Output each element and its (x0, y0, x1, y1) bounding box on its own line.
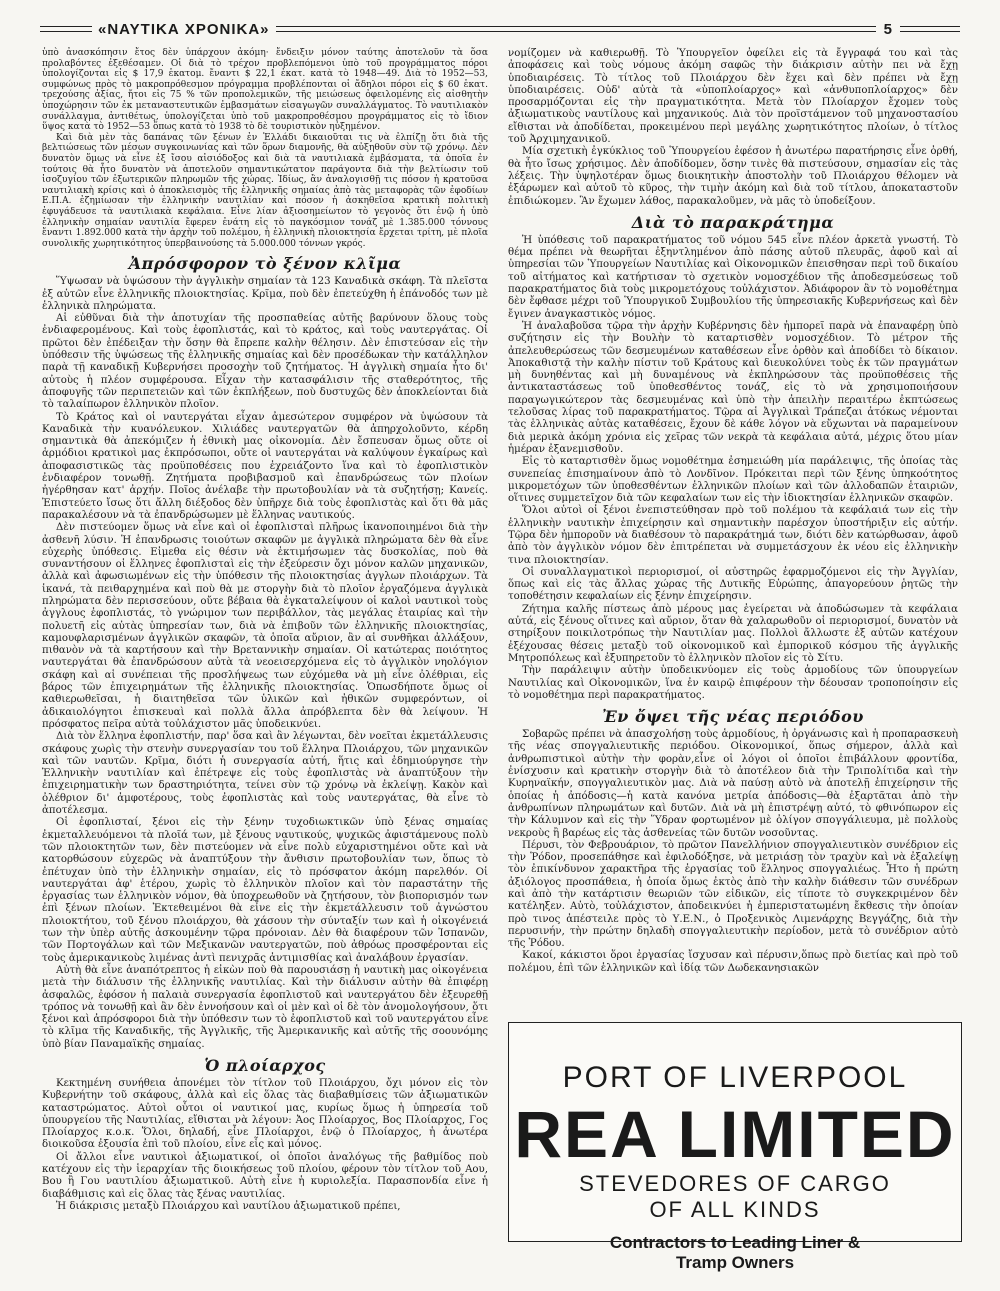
section-heading-captain: Ὁ πλοίαρχος (204, 1055, 326, 1075)
article-paragraph: Δὲν πιστεύομεν ὅμως νὰ εἶνε καὶ οἱ ἐφοπλισταὶ πλῆρως ἱκανοποιημένοι διὰ τὴν ἀσθενῆ λύσιν. Ἡ ἐπανδρωσις τοιούτων σκαφῶν με ἀγγλικὰ πληρώματα δὲν θὰ εἶνε εὐχερὴς ὑπόθεσις. Εἰμεθα εἰς θέσιν νὰ ἐκτιμήσωμεν τὰς δυσκολίας, ποὺ θὰ συναντήσουν οἱ ἕλληνες ἐφοπλισταὶ εἰς τὴν ἐξεύρεσιν ὄχι μόνον καλῶν μηχανικῶν, ἀλλὰ καὶ ἀφωσιωμένων εἰς τὴν ὑπόθεσιν τῆς πλοιοκτησίας ἀγγλων πλοιάρχων. Τὰ ἱκανά, τὰ πειθαρχημένα καὶ ποὺ θὰ με στοργὴν διὰ τὸ πλοῖον ἐργαζόμενα ἀγγλικὰ πληρώματα δὲν περισσεύουν, οὔτε βέβαια θὰ ἐγκαταλείψουν οἱ καλοὶ ναυτικοὶ τοὺς ἀγγλους ἐφοπλιστάς, τὸ γνώριμον των περιβάλλον, τὰς μεγάλας ἑταιρίας καὶ τὴν πολυετῆ εἰς αὐτὰς ὑπηρεσίαν των, διὰ νὰ ἐπιβοῦν τῶν ἑλληνικῆς πλοιοκτησίας, καμουφλαρισμένων ἀγγλικῶν σκαφῶν, τὰ ὁποῖα αὔριον, ἂν αἱ συνθῆκαι ἀλλάξουν, πιθανὸν νὰ τὰ καρτήσουν καὶ τὴν Βρεταννικὴν σημαίαν. Οἱ κατώτερας ποιότητος ναυτεργάται θὰ ἐπανδρώσουν αὐτὰ τὰ νεοεισερχόμενα εἰς τὸ ἀγγλικὸν νηολόγιον σκάφη καὶ αἱ συνέπειαι τῆς προσλήψεως των εὐχόμεθα νὰ μὴ εἶνε ὀλέθριαι, εἰς βάρος τῶν ἐπιχειρημάτων τῆς ἑλληνικῆς πλοιοκτησίας. Ὁπωσδήποτε ὅμως οἱ καθιερωθεῖσαι, ἡ διαιτηθεῖσα τῶν ὑλικῶν καὶ ἠθικῶν συμφερόντων, οἱ ἀδικαιολόγητοι ἐπισκευαὶ καὶ πολλὰ ἄλλα ἀπρόβλεπτα δὲν θὰ λείψουν. Ἡ πρόσφατος πεῖρα αὐτὰ τοὐλάχιστον μᾶς ὑποδεικνύει. (42, 522, 488, 730)
article-paragraph: Κεκτημένη συνήθεια ἀπονέμει τὸν τίτλον τοῦ Πλοιάρχου, ὄχι μόνον εἰς τὸν Κυβερνήτην τοῦ σκάφους, ἀλλὰ καὶ εἰς ὅλας τὰς διαβαθμίσεις τῶν ἀξιωματικῶν καταστρώματος. Αὐτοὶ οὗτοι οἱ ναυτικοί μας, κυρίως ὅμως ἡ ὑπηρεσία τοῦ ὑπουργείου τῆς Ναυτιλίας, εἴθισται νὰ λέγουν: Ἀος Πλοίαρχος, Βος Πλοίαρχος, Γος Πλοίαρχος κ.ο.κ. Ὅλοι, δηλαδή, εἶνε Πλοίαρχοι, ἐνῷ ὁ Πλοίαρχος, ἡ ἀνωτέρα διοικοῦσα ἐξουσία ἐπὶ τοῦ πλοίου, εἶνε εἷς καὶ μόνος. (42, 1077, 488, 1151)
left-column (42, 48, 488, 1213)
section-heading-withholding: Διὰ τὸ παρακράτημα (631, 212, 835, 232)
article-paragraph: Μία σχετικὴ ἐγκύκλιος τοῦ Ὑπουργείου ἐφέσον ἡ ἀνωτέρω παρατήρησις εἶνε ὀρθή, θὰ ἦτο ἴσως χρήσιμος. Δὲν ἀποδίδομεν, ὅσην τινὲς θὰ πιστεύσουν, σημασίαν εἰς τὰς λέξεις. Τὴν ὑψηλοτέραν ὅμως διοικητικὴν ἀποστολὴν τοῦ Πλοιάρχου θέλομεν νὰ ἐξάρωμεν καὶ αὐτοῦ τὸ κῦρος, τὴν τιμὴν ἀκόμη καὶ διὰ τοῦ τίτλου, ἀποκαταστοῦν ἐπιδιώκομεν. Ἂν ἔχωμεν λάθος, παρακαλοῦμεν, νὰ μᾶς τὸ ὑποδείξουν. (508, 146, 958, 207)
article-paragraph: Ἡ ὑπόθεσις τοῦ παρακρατήματος τοῦ νόμου 545 εἶνε πλέον ἀρκετὰ γνωστή. Τὸ θέμα πρέπει νὰ θεωρῆται ἐξηντλημένον ἀπὸ πάσης αὐτοῦ πλευρᾶς, ἀφοῦ καὶ αἱ ὑπηρεσίαι τῶν Ὑπουργείων Ναυτιλίας καὶ Οἰκονομικῶν ἐπεισθησαν περὶ τοῦ δικαίου τοῦ αἰτήματος καὶ κατήρτισαν τὸ σχετικὸν νομοσχέδιον τῆς ἀποδεσμεύσεως τοῦ παρακρατήματος διὰ τοὺς μικρομετόχους τοὐλάχιστον. Ἀδιάφορον ἂν τὸ νομοθέτημα δὲν ἔφθασε μέχρι τοῦ Ὑπουργικοῦ Συμβουλίου τῆς ὑπηρεσιακῆς Κυβερνήσεως καὶ δὲν ἔγινεν ἀναγκαστικὸς νόμος. (508, 234, 958, 320)
article-paragraph: Σοβαρῶς πρέπει νὰ ἀπασχολήσῃ τοὺς ἁρμοδίους, ἡ ὀργάνωσις καὶ ἡ προπαρασκευὴ τῆς νέας σπογγαλιευτικῆς περιόδου. Οἰκονομικοί, ὅπως σήμερον, ἀλλὰ καὶ ἀνθρωπιστικοὶ αὐτὴν τὴν φορὰν,εἶνε οἱ λόγοι οἱ ὁποῖοι ἐπιβάλλουν φροντίδα, ἐνίσχυσιν καὶ κρατικὴν στοργὴν διὰ τὸ ἀποτέλεον διὰ τὴν Τριπολίτιδα καὶ τὴν Κυρηναϊκήν, σπογγαλιευτικὸν μας. Διὰ νὰ παύσῃ αὐτὸ νὰ ἀποτελῇ ἐπιχείρησιν τῆς ὁποίας ἡ ἀπόδοσις—ἡ κατὰ κανόνα μετρία ἀπόδοσις—θὰ ἐξαρτᾶται ἀπὸ τὴν ἀνθρωπίνων πληρωμάτων καὶ δυτῶν. Διὰ νὰ μὴ ἐπιστρέψῃ αὐτό, τὸ φθινόπωρον εἰς τὴν Κάλυμνον καὶ εἰς τὴν Ὕδραν φορτωμένον μὲ ὀλίγον σπογγάλιευμα, μὲ πολλοὺς νεκροὺς ἢ βαρέως εἰς τὰς ἀσθενείας τῶν δυτῶν νοσοῦντας. (508, 729, 958, 839)
intro-paragraph: Καὶ διὰ μὲν τὰς δαπάνας τῶν ξένων ἐν Ἑλλάδι δικαιοῦται τις νὰ ἐλπίζῃ ὅτι διὰ τῆς βελτιώσεως τῶν μέσων συγκοινωνίας καὶ τῶν ὅρων διαμονῆς, θὰ αὐξηθοῦν σὺν τῷ χρόνῳ. Δὲν δυνατὸν ὅμως νὰ εἶνε ἐξ ἴσου αἰσιόδοξος καὶ διὰ τὰ ναυτιλιακὰ ἐμβάσματα, τὰ ὁποῖα ἐν τούτοις θὰ ἦτο δυνατὸν νὰ ἀποτελοῦν σημαντικώτατον παράγοντα διὰ τὴν βελτίωσιν τοῦ ἰσοζυγίου τῶν ἐξωτερικῶν πληρωμῶν τῆς χώρας. Ἰδίως, ἂν ἀναλογισθῇ τις πόσον ἡ κρατοῦσα ναυτιλιακὴ κρίσις καὶ ὁ ἀποκλεισμὸς τῆς ἑλληνικῆς σημαίας ἀπὸ τὰς μεταφορὰς τῶν ἐφοδίων Ε.Π.Α. ἐζημίωσαν τὴν ἑλληνικὴν ναυτιλίαν καὶ πόσον ἡ ἀσκηθεῖσα κρατικὴ πολιτικὴ ἐφυγάδευσε τὰ ναυτιλιακὰ κεφάλαια. Εἶνε λίαν ἀξιοσημείωτον τὸ γεγονὸς ὅτι ἐνῷ ἡ ὑπὸ ἑλληνικὴν σημαίαν ναυτιλία ἔφερεν ἐνάτη εἰς τὸ παγκόσμιον τονάζ μὲ 1.385.000 τόννους ἔναντι 1.892.000 κατὰ τὴν ἀρχὴν τοῦ πολέμου, ἡ ἑλληνικὴ πλοιοκτησία ἔρχεται τρίτη, μὲ πλοῖα συνολικῆς χωρητικότητος ὑπερβαινούσης τὰ 5.000.000 τόννων γκρός. (42, 132, 488, 249)
ad-contractors-line: Contractors to Leading Liner & (609, 1233, 861, 1252)
ad-port-line: PORT OF LIVERPOOL (562, 1061, 908, 1094)
article-paragraph: Αἱ εὐθῦναι διὰ τὴν ἀποτυχίαν τῆς προσπαθείας αὐτῆς βαρύνουν ὅλους τοὺς ἐνδιαφερομένους. Καὶ τοὺς ἐφοπλιστάς, καὶ τὸ κράτος, καὶ τοὺς ναυτεργάτας. Οἱ πρῶτοι δὲν ἐπέδειξαν τὴν ὅσην θὰ ἔπρεπε καλὴν θέλησιν. Δὲν ἐπιστεύσαν εἰς τὴν ὑπόθεσιν τῆς ὑψώσεως τῆς ἑλληνικῆς σημαίας καὶ δὲν προσέδωκαν τὴν κατάλληλον παρὰ τῇ καναδικῇ Κυβερνήσει προσοχὴν τοῦ ζητήματος. Ἡ ἀγγλικὴ σημαία ἦτο δι' αὐτοὺς ἡ πλέον συμφέρουσα. Εἶχαν τὴν κατασφάλισιν τῆς σταθερότητος, τῆς ἀποφυγῆς τῶν περιπετειῶν καὶ τῶν ἐκπλήξεων, ποὺ δυστυχῶς δὲν ἀποκλείονται διὰ τὸ ταλαίπωρον ἑλληνικὸν πλοῖον. (42, 313, 488, 411)
intro-paragraph: ὑπὸ ἀνασκόπησιν ἔτος δὲν ὑπάρχουν ἀκόμη· ἔνδειξιν μόνον ταύτης ἀποτελοῦν τὰ ὅσα προλαβόντες ἐξεθέσαμεν. Οἱ διὰ τὸ τρέχον προβλεπόμενοι ὑπὸ τοῦ προγράμματος πόροι ὑπολογίζονται εἰς $ 17,9 ἑκατομ. ἔναντι $ 22,1 ἑκατ. κατὰ τὸ 1948—49. Διὰ τὸ 1952—53, συμφώνως πρὸς τὸ μακροπρόθεσμον πρόγραμμα προβλέπονται οἱ ἄδηλοι πόροι εἰς $ 60 ἑκατ. τρεχούσης ἀξίας, ἤτοι εἰς 75 % τῶν προπολεμικῶν, τῆς μειώσεως ὀφειλομένης εἰς αἰσθητὴν ὑποχώρησιν τῶν ἐκ μεταναστευτικῶν ἐμβασμάτων εἰσαγωγῶν συναλλάγματος. Τὸ ναυτιλιακὸν συνάλλαγμα, ἀντιθέτως, ὑπολογίζεται ὑπὸ τοῦ μακροπροθέσμου προγράμματος εἰς τὸ ἴδιον ὕψος κατὰ τὸ 1952—53 ὅπως κατὰ τὸ 1938 τὸ δὲ τουριστικὸν ηὐξημένον. (42, 48, 488, 133)
header-rule-left (40, 26, 92, 32)
header-rule-middle (276, 26, 876, 32)
article-paragraph: Κακοί, κάκιστοι ὅροι ἐργασίας ἴσχυσαν καὶ πέρυσιν,ὅπως πρὸ διετίας καὶ πρὸ τοῦ πολέμου, ἐπὶ τῶν ἑλληνικῶν καὶ ἰδίᾳ τῶν Δωδεκανησιακῶν (508, 950, 958, 974)
ad-service-line-2: OF ALL KINDS (649, 1197, 821, 1222)
header-rule-right (900, 26, 960, 32)
article-paragraph: Διὰ τὸν ἕλληνα ἐφοπλιστήν, παρ' ὅσα καὶ ἂν λέγωνται, δὲν νοεῖται ἐκμετάλλευσις σκάφους χωρὶς τὴν στενὴν συνεργασίαν του τοῦ ἕλληνα Πλοιάρχου, τῶν μηχανικῶν καὶ τῶν ναυτῶν. Κρῖμα, διότι ἡ συνεργασία αὐτή, ἥτις καὶ ἐδημιούργησε τὴν Ἑλληνικὴν ναυτιλίαν καὶ ἐπέτρεψε εἰς τοὺς ἐφοπλιστὰς νὰ ἀναπτύξουν τὴν ἐπιχειρηματικὴν των δραστηριότητα, τείνει σὺν τῷ χρόνῳ νὰ ἐκλείψῃ. Κακὸν καὶ ὀλέθριον δι' ἀμφοτέρους, τοὺς ἐφοπλιστὰς καὶ τοὺς ναυτεργάτας, θὰ εἶνε τὸ ἀποτέλεσμα. (42, 731, 488, 817)
article-paragraph: Ὅλοι αὐτοὶ οἱ ξένοι ἐνεπιστεύθησαν πρὸ τοῦ πολέμου τὰ κεφάλαιά των εἰς τὴν ἑλληνικὴν ναυτικὴν ἐπιχείρησιν καὶ σημαντικὴν παρέσχον ὑποστήριξιν εἰς αὐτήν. Τῷρα δὲν ἠμποροῦν νὰ διαθέσουν τὸ παρακράτημά των, διότι δὲν κατώρθωσαν, ἀφοῦ ἀπὸ τὸν ἀγγλικὸν νόμον δὲν ἐπιτρέπεται νὰ συμμετάσχουν ἐκ νέου εἰς ἑλληνικὴν τινα πλοιοκτησίαν. (508, 505, 958, 566)
article-paragraph: Πέρυσι, τὸν Φεβρουάριον, τὸ πρῶτον Πανελλήνιον σπογγαλιευτικὸν συνέδριον εἰς τὴν Ῥόδον, προσεπάθησε καὶ ἐφιλοδόξησε, νὰ μετριάσῃ τὸν τραχὺν καὶ νὰ ἐξαλείψῃ τὸν ἐπικίνδυνον χαρακτῆρα τῆς ἐργασίας τοῦ ἕλληνος σπογγαλιέως. Ἦτο ἡ πρώτη ἀξιόλογος προσπάθεια, ἡ ὁποία ὅμως ἐκτὸς ἀπὸ τὴν καλὴν διάθεσιν τῶν συνέδρων καὶ ἀπὸ τὴν κατάρτισιν θεωριῶν τῶν εἰδικῶν, εἰς τίποτε τὸ συγκεκριμένον δὲν κατέληξεν. Αὐτὸ, τοὐλάχιστον, ἀποδεικνύει ἡ ἐμπεριστατωμένη ἔκθεσις τὴν ὁποίαν πρὸ τινος ἀπέστειλε πρὸς τὸ Υ.Ε.Ν., ὁ Προξενικὸς Λιμενάρχης Βεγγάζης, διὰ τὴν περυσινήν, τὴν πρώτην δηλαδὴ σπογγαλιευτικὴν περίοδον, μετὰ τὸ συνέδριον αὐτὸ τῆς Ῥόδου. (508, 839, 958, 950)
section-heading-new-season: Ἐν ὄψει τῆς νέας περιόδου (602, 707, 864, 727)
ad-owners-line: Tramp Owners (675, 1253, 795, 1272)
right-column (508, 48, 958, 975)
article-paragraph: Οἱ συναλλαγματικοὶ περιορισμοί, οἱ αὐστηρῶς ἐφαρμοζόμενοι εἰς τὴν Ἀγγλίαν, ὅπως καὶ εἰς τὰς ἄλλας χώρας τῆς Δυτικῆς Εὐρώπης, ἀπαγορεύουν ῥητῶς τὴν τοποθέτησιν κεφαλαίων εἰς ξένην ἐπιχείρησιν. (508, 566, 958, 603)
article-paragraph: Αὐτὴ θὰ εἶνε ἀναπότρεπτος ἡ εἰκὼν ποὺ θὰ παρουσιάσῃ ἡ ναυτικὴ μας οἰκογένεια μετὰ τὴν διάλυσιν τῆς ἑλληνικῆς ναυτιλίας. Καὶ τὴν διάλυσιν αὐτὴν θὰ ἐπιφέρῃ ἀσφαλῶς, ἐφόσον ἡ παλαιὰ συνεργασία ἐφοπλιστοῦ καὶ ναυτεργάτου δὲν ἐξευρεθῇ τρόπος νὰ τονωθῇ καὶ ἂν δὲν ἐννοήσουν καὶ οἱ μὲν καὶ οἱ δὲ τὸν ἀνομολογήσουν, ὅτι ξένοι καὶ ἀπρόσφοροι διὰ τὴν ὑπόθεσιν των τὸ ἐφοπλιστοῦ καὶ τοῦ ναυτεργάτου εἶνε τὸ κλῖμα τῆς Καναδικῆς, τῆς Ἀγγλικῆς, τῆς Ἀμερικανικῆς καὶ αὐτῆς τῆς σοουνόμης ὑπὸ βίαν Παναμαϊκῆς σημαίας. (42, 964, 488, 1050)
ad-service-line: STEVEDORES OF CARGO (579, 1171, 891, 1196)
section-heading-foreign-climate: Ἀπρόσφορον τὸ ξένον κλῖμα (128, 254, 402, 274)
page-header (40, 14, 960, 44)
article-paragraph: Τὴν παράλειψιν αὐτὴν ὑποδεικνύομεν εἰς τοὺς ἁρμοδίους τῶν ὑπουργείων Ναυτιλίας καὶ Οἰκονομικῶν, ἵνα ἐν καιρῷ ἐπιφέρουν τὴν δέουσαν τροποποίησιν εἰς τὸ νομοθέτημα περὶ παρακρατήματος. (508, 665, 958, 701)
article-paragraph: Εἰς τὸ καταρτισθὲν ὅμως νομοθέτημα ἐσημειώθη μία παράλειψις, τῆς ὁποίας τὰς συνεπείας ἐπισημαίνουν ἀπὸ τὸ Λονδῖνον. Πρόκειται περὶ τῶν ξένης ὑπηκοότητος μικρομετόχων τῶν ὑποθεσθέντων ἑλληνικῶν πλοίων καὶ τῶν ἀλλοδαπῶν ἑταιριῶν, οἵτινες συμμετεῖχον διὰ τῶν κεφαλαίων των εἰς τὴν ἰδιοκτησίαν ἑλληνικῶν σκαφῶν. (508, 456, 958, 505)
masthead-title: «ΝΑΥΤΙΚΑ ΧΡΟΝΙΚΑ» (98, 20, 270, 38)
article-paragraph: Ὕψωσαν νὰ ὑψώσουν τὴν ἀγγλικὴν σημαίαν τὰ 123 Καναδικὰ σκάφη. Τὰ πλεῖστα ἐξ αὐτῶν εἶνε ἑλληνικῆς πλοιοκτησίας. Κρῖμα, ποὺ δὲν ἐπετεύχθη ἡ ἐπάνοδός των μὲ ἑλληνικὰ πληρώματα. (42, 276, 488, 312)
article-paragraph: Οἱ ἄλλοι εἶνε ναυτικοὶ ἀξιωματικοί, οἱ ὁποῖοι ἀναλόγως τῆς βαθμίδος ποὺ κατέχουν εἰς τὴν ἱεραρχίαν τῆς διοικήσεως τοῦ πλοίου, φέρουν τὸν τίτλον τοῦ Αου, Βου ἢ Γου ναυτιλίου ἀξιωματικοῦ. Αὐτὴ εἶνε ἡ κυριολεξία. Παρασπονδία εἶνε ἡ διαβάθμισις καὶ εἰς ὅλας τὰς ξένας ναυτιλίας. (42, 1151, 488, 1200)
article-paragraph: Ἡ διάκρισις μεταξὺ Πλοιάρχου καὶ ναυτίλου ἀξιωματικοῦ πρέπει, (56, 1200, 401, 1212)
article-paragraph: Οἱ ἐφοπλισταί, ξένοι εἰς τὴν ξένην τυχοδιωκτικῶν ὑπὸ ξένας σημαίας ἐκμεταλλευόμενοι τὰ πλοῖά των, μὲ ξένους ναυτικούς, ψυχικῶς ἀφιστάμενους πολὺ τῶν πλοιοκτητῶν των, δὲν πιστεύομεν νὰ εἶνε πολὺ εὐχαριστημένοι οὔτε καὶ νὰ κατορθώσουν εὐχερῶς νὰ ἀναπτύξουν τὴν ἄνθισιν πρωτοβουλίαν των, ὅπως τὸ ἐπέτυχαν ὑπὸ τὴν ἑλληνικὴν σημαίαν, εἰς τὸ πρόσφατον ἀκόμη παρελθόν. Οἱ ναυτεργάται ἀφ' ἑτέρου, χωρὶς τὸ ἑλληνικὸν πλοῖον καὶ τὸν παραστάτην τῆς ἐργασίας των ἑλληνικὸν νόμον, θὰ ὑποχρεωθοῦν νὰ ζητήσουν, τὸν βιοπορισμόν των ἐπὶ ξένων πλοίων. Ἐκτεθειμένοι θὰ εἶνε εἰς τὴν ἐκμετάλλευσιν τοῦ ἀγνώστου πλοιοκτήτου, τοῦ ξένου πλοιάρχου, θὰ χάσουν τὴν σύνταξίν των καὶ ἡ οἰκογένειά των τὴν ὑπὲρ αὐτῆς ἀσκουμένην τῷρα πρόνοιαν. Δὲν θὰ διαφέρουν τῶν Ἰσπανῶν, τῶν Πορτογάλων καὶ τῶν Μεξικανῶν ναυτεργατῶν, ποὺ ἀθρόως προσφέρονται εἰς τοὺς ἀμερικανικοὺς λιμένας ἀντὶ πενιχρᾶς ἀντιμισθίας καὶ ἀναλάβουν ἐργασίαν. (42, 817, 488, 964)
article-paragraph: νομίζομεν νὰ καθιερωθῇ. Τὸ Ὑπουργεῖον ὀφείλει εἰς τὰ ἔγγραφά του καὶ τὰς ἀποφάσεις καὶ τοὺς νόμους ἀκόμη σαφῶς τὴν διάκρισιν αὐτὴν πει νὰ ἔχῃ ὑποδιαιρέσεις. Τὸ τίτλος τοῦ Πλοιάρχου δὲν ἔχει καὶ δὲν πρέπει νὰ ἔχῃ ὑποδιαιρέσεις. Οὐδ' αὐτὰ τὰ «ὑποπλοίαρχος» καὶ «ἀνθυποπλοίαρχος» δὲν προσαρμόζονται εἰς τὴν πραγματικότητα. Μετὰ τὸν Πλοίαρχον ἔχομεν τοὺς ἀξιωματικοὺς ναυτίλους καὶ μηχανικούς. Διὰ τὸν προϊστάμενον τοῦ μηχανοστασίου εἴθισται νὰ ἀποδίδεται, προκειμένου περὶ μεγάλης χωρητικότητος πλοίων, ὁ τίτλος τοῦ Ἀρχιμηχανικοῦ. (508, 48, 958, 146)
ad-company-name: REA LIMITED (514, 1097, 956, 1171)
rea-limited-advertisement (508, 1022, 962, 1272)
article-paragraph: Ἡ ἀναλαβοῦσα τῷρα τὴν ἀρχὴν Κυβέρνησις δὲν ἠμπορεῖ παρὰ νὰ ἐπαναφέρῃ ὑπὸ συζήτησιν εἰς τὴν Βουλὴν τὸ καταρτισθὲν νομοσχέδιον. Τὸ μέτρον τῆς ἀπελευθερώσεως τῶν δεσμευμένων καταθέσεων εἶνε ὀρθὸν καὶ ἀποδίδει τὸ δίκαιον. Ἀποκαθιστᾷ τὴν καλὴν πίστιν τοῦ Κράτους καὶ διευκολύνει τοὺς ἐκ τῶν πραγμάτων μὴ δυνηθέντας καὶ μὴ δυναμένους νὰ ἐκπληρώσουν τὰς προϋποθέσεις τῆς ἀντικαταστάσεως τοῦ ὑποθεσθέντος τονάζ, εἰς τὸ νὰ χρησιμοποιήσουν παραγωγικώτερον τὰς δεσμευμένας καὶ ὑπὸ τὴν ἀπειλὴν περαιτέρω ἐκπτώσεως τελοῦσας λίρας τοῦ παρακρατήματος. Τῷρα αἱ Ἀγγλικαὶ Τράπεζαι ἀτόκως νέμονται τὰς ἑλληνικὰς αὐτὰς καταθέσεις, ἔχουν δὲ κάθε λόγον νὰ εὔχωνται νὰ παραμείνουν διὰ μερικὰ ἀκόμη χρόνια εἰς χεῖρας τῶν νεκρὰ τὰ κεφάλαια αὐτά, μέχρις ὅτου μίαν ἡμέραν ἐξανεμισθοῦν. (508, 320, 958, 455)
page-number: 5 (883, 20, 892, 38)
article-paragraph: Ζήτημα καλῆς πίστεως ἀπὸ μέρους μας ἐγείρεται νὰ ἀποδώσωμεν τὰ κεφάλαια αὐτά, εἰς ξένους οἵτινες καὶ αὔριον, ὅταν θὰ χαλαρωθοῦν οἱ περιορισμοί, δυνατὸν νὰ στηρίξουν ποικιλοτρόπως τὴν Ναυτιλίαν μας. Πολλοὶ ἄλλωστε ἐξ αὐτῶν κατέχουν ἐξέχουσας θέσεις μεταξὺ τοῦ οἰκονομικοῦ καὶ ἐμπορικοῦ κόσμου τῆς ἀγγλικῆς Μητροπόλεως καὶ ἐξυπηρετοῦν τὸ ἑλληνικὸν πλοῖον εἰς τὸ Σίτυ. (508, 603, 958, 664)
article-paragraph: Τὸ Κράτος καὶ οἱ ναυτεργάται εἶχαν ἀμεσώτερον συμφέρον νὰ ὑψώσουν τὰ Καναδικὰ τὴν κυανόλευκον. Χιλιάδες ναυτεργατῶν θὰ ἀπηρχολοῦντο, κέρδη σημαντικὰ θὰ ἀπεκόμιζεν ἡ ἐθνικὴ μας οἰκονομία. Δὲν ἔσπευσαν ὅμως οὔτε οἱ ἁρμόδιοι κρατικοὶ μας ἐκπρόσωποι, οὔτε οἱ ναυτεργάται νὰ καλύψουν ἐγκαίρως καὶ ἀποφασιστικῶς τὰς προϋποθέσεις που ἐχρειάζοντο ἵνα καὶ τὸ ἐφοπλιστικὸν ἐνδιαφέρον τονωθῇ. Ζητήματα προβιβασμοῦ καὶ ἐπανδρώσεως τῶν πλοίων ἠγέρθησαν κατ' ἀρχήν. Ποῖος ἀνέλαβε τὴν πρωτοβουλίαν νὰ τὰ συζητήσῃ; Κανείς. Ἐπιστεύετο ἴσως ὅτι ἄλλη διέξοδος δὲν ὑπῆρχε διὰ τοὺς ἐφοπλιστὰς καὶ ὅτι θὰ μᾶς παρακαλέσουν νὰ τὰ ἐπανδρώσωμεν μὲ ἕλληνας ναυτικούς. (42, 411, 488, 521)
